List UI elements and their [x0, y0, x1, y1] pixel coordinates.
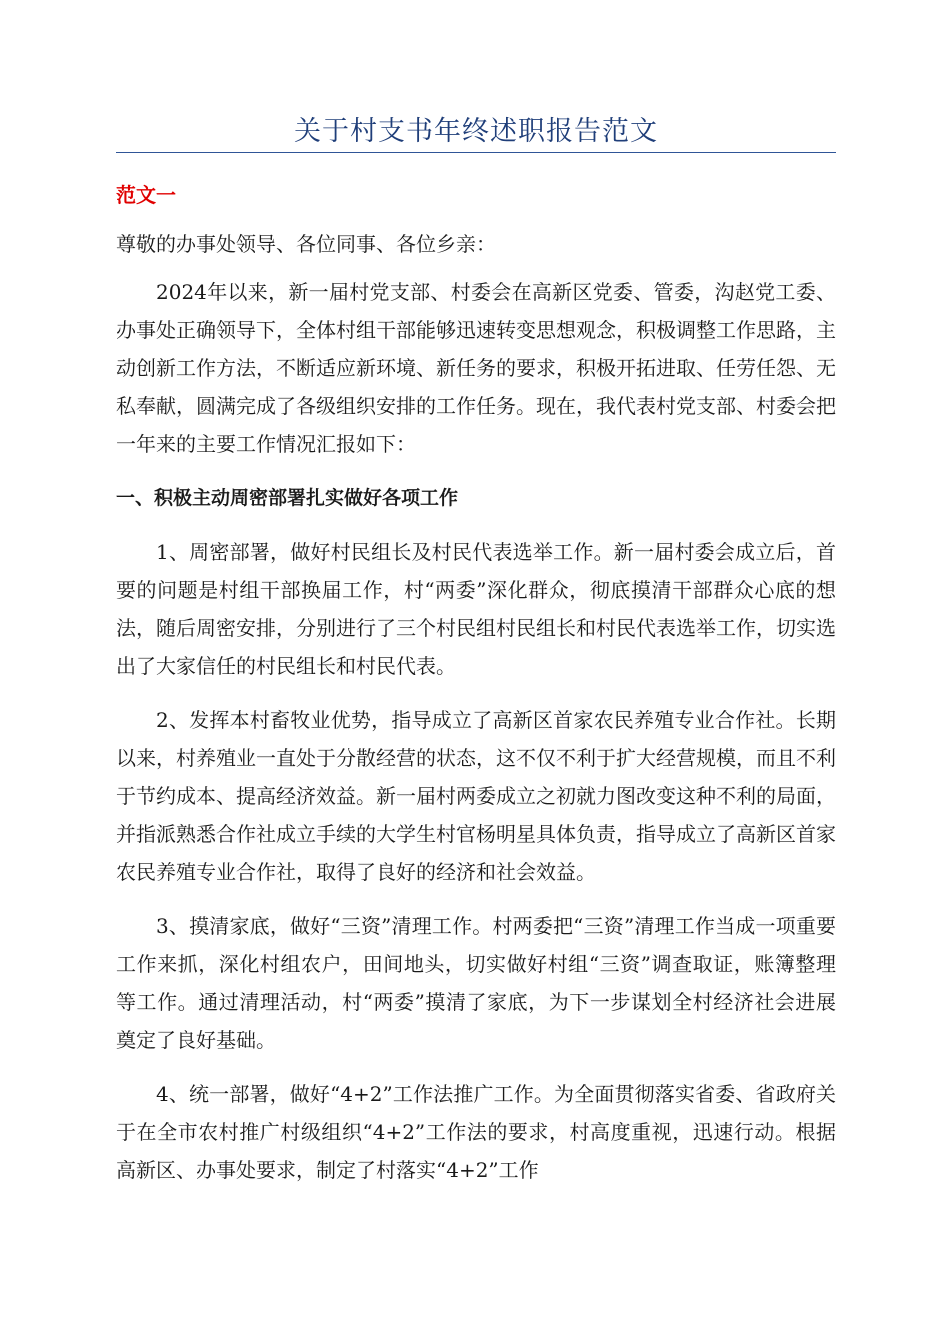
list-item-3: 3、摸清家底，做好“三资”清理工作。村两委把“三资”清理工作当成一项重要工作来抓，深化村组农户，田间地头，切实做好村组“三资”调查取证，账簿整理等工作。通过清理活动，村“两委”摸清了家底，为下一步谋划全村经济社会进展奠定了良好基础。: [116, 914, 836, 1052]
list-item-1: 1、周密部署，做好村民组长及村民代表选举工作。新一届村委会成立后，首要的问题是村组干部换届工作，村“两委”深化群众，彻底摸清干部群众心底的想法，随后周密安排，分别进行了三个村民组村民组长和村民代表选举工作，切实选出了大家信任的村民组长和村民代表。: [116, 540, 836, 678]
list-item-2: 2、发挥本村畜牧业优势，指导成立了高新区首家农民养殖专业合作社。长期以来，村养殖业一直处于分散经营的状态，这不仅不利于扩大经营规模，而且不利于节约成本、提高经济效益。新一届村两委成立之初就力图改变这种不利的局面，并指派熟悉合作社成立手续的大学生村官杨明星具体负责，指导成立了高新区首家农民养殖专业合作社，取得了良好的经济和社会效益。: [116, 708, 836, 884]
document-title: 关于村支书年终述职报告范文: [294, 116, 658, 147]
intro-paragraph: 2024年以来，新一届村党支部、村委会在高新区党委、管委，沟赵党工委、办事处正确领导下，全体村组干部能够迅速转变思想观念，积极调整工作思路，主动创新工作方法，不断适应新环境、新任务的要求，积极开拓进取、任劳任怨、无私奉献，圆满完成了各级组织安排的工作任务。现在，我代表村党支部、村委会把一年来的主要工作情况汇报如下：: [116, 280, 836, 456]
list-item-4: 4、统一部署，做好“4+2”工作法推广工作。为全面贯彻落实省委、省政府关于在全市农村推广村级组织“4+2”工作法的要求，村高度重视，迅速行动。根据高新区、办事处要求，制定了村落实“4+2”工作: [116, 1082, 836, 1182]
section-label: 范文一: [116, 183, 176, 207]
title-underline: [116, 152, 836, 153]
document-body: [116, 225, 836, 1205]
section-heading: 一、积极主动周密部署扎实做好各项工作: [116, 487, 459, 509]
greeting: 尊敬的办事处领导、各位同事、各位乡亲：: [116, 232, 496, 256]
